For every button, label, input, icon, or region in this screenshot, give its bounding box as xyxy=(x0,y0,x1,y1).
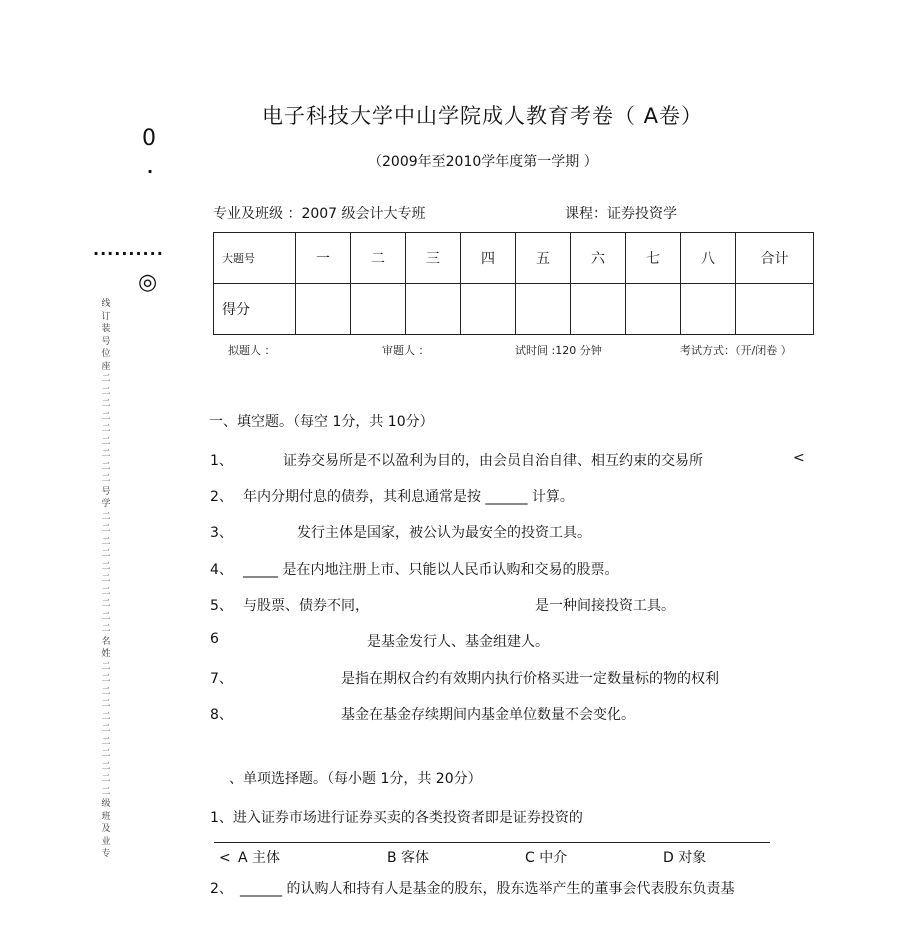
question-text: _____ 是在内地注册上市、只能以人民币认购和交易的股票。 xyxy=(243,562,619,578)
choice-question-text: ______ 的认购人和持有人是基金的股东，股东选举产生的董事会代表股东负责基 xyxy=(240,881,735,897)
margin-dotted-line: ·········· xyxy=(93,244,164,263)
score-cell xyxy=(296,284,351,335)
course-line xyxy=(565,203,677,223)
margin-mark-zero: 0 xyxy=(142,126,156,151)
question-text: 基金在基金存续期间内基金单位数量不会变化。 xyxy=(341,707,635,723)
exam-term: （2009年至2010学年度第一学期 ） xyxy=(368,154,598,170)
question-text: 是基金发行人、基金组建人。 xyxy=(367,634,549,650)
question-number: 6 xyxy=(210,631,219,647)
course-label: 课程： xyxy=(565,206,607,222)
question-number: 7、 xyxy=(210,671,233,687)
question-text: 年内分期付息的债券，其利息通常是按 ______ 计算。 xyxy=(243,489,574,505)
score-cell xyxy=(461,284,516,335)
answer-underline xyxy=(214,842,770,843)
margin-mark-dot: · xyxy=(147,162,154,181)
section-number-cell: 二 xyxy=(351,233,406,284)
question-number: 5、 xyxy=(210,598,233,614)
setter-label: 拟题人 ： xyxy=(228,344,276,357)
option-a: A 主体 xyxy=(238,850,281,866)
question-text: 发行主体是国家，被公认为最安全的投资工具。 xyxy=(297,525,591,541)
question-number: 8、 xyxy=(210,707,233,723)
section2-title: 、单项选择题。（每小题 1分，共 20分） xyxy=(229,771,482,787)
question-mark: < xyxy=(793,450,805,466)
section-number-cell: 四 xyxy=(461,233,516,284)
option-marker: < xyxy=(219,850,231,866)
question-number: 4、 xyxy=(210,562,233,578)
question-number-label: 大题号 xyxy=(214,233,296,284)
choice-question-text: 1、进入证券市场进行证券买卖的各类投资者即是证券投资的 xyxy=(210,810,583,826)
exam-duration: 试时间 :120 分钟 xyxy=(515,344,602,357)
question-text: 是一种间接投资工具。 xyxy=(535,598,675,614)
question-text: 与股票、债券不同， xyxy=(243,598,369,614)
section-number-cell: 三 xyxy=(406,233,461,284)
major-class-line xyxy=(213,203,426,223)
question-number: 1、 xyxy=(210,453,233,469)
exam-mode: 考试方式：（开/闭卷 ） xyxy=(680,344,792,357)
question-text: 证券交易所是不以盈利为目的，由会员自治自律、相互约束的交易所 xyxy=(283,453,703,469)
question-number: 2、 xyxy=(210,881,233,897)
score-cell xyxy=(681,284,736,335)
option-d: D 对象 xyxy=(663,850,707,866)
score-cell xyxy=(626,284,681,335)
score-table-header-row xyxy=(214,233,814,284)
total-header-cell: 合计 xyxy=(736,233,814,284)
major-value: 2007 级会计大专班 xyxy=(301,206,426,222)
reviewer-label: 审题人 ： xyxy=(382,344,430,357)
course-value: 证券投资学 xyxy=(607,206,677,222)
section-number-cell: 六 xyxy=(571,233,626,284)
question-number: 3、 xyxy=(210,525,233,541)
total-score-cell xyxy=(736,284,814,335)
binding-hole-icon: ◎ xyxy=(138,270,158,295)
exam-title: 电子科技大学中山学院成人教育考卷（ A卷） xyxy=(262,104,704,128)
section-number-cell: 八 xyxy=(681,233,736,284)
option-c: C 中介 xyxy=(525,850,568,866)
score-cell xyxy=(351,284,406,335)
score-cell xyxy=(571,284,626,335)
section-number-cell: 七 xyxy=(626,233,681,284)
option-b: B 客体 xyxy=(387,850,430,866)
score-cell xyxy=(406,284,461,335)
section1-title: 一、填空题。（每空 1分，共 10分） xyxy=(209,414,434,430)
score-table xyxy=(213,232,814,335)
major-label: 专业及班级 ： xyxy=(213,206,302,222)
score-table-score-row xyxy=(214,284,814,335)
score-label: 得分 xyxy=(214,284,296,335)
section-number-cell: 五 xyxy=(516,233,571,284)
binding-vertical-text: 线订装号位座二二二二二二二二二号学二二二二二二二二二二名姓二二二二二二二二二二二级班及业专 xyxy=(101,299,111,859)
question-text: 是指在期权合约有效期内执行价格买进一定数量标的物的权利 xyxy=(341,671,719,687)
score-cell xyxy=(516,284,571,335)
section-number-cell: 一 xyxy=(296,233,351,284)
question-number: 2、 xyxy=(210,489,233,505)
